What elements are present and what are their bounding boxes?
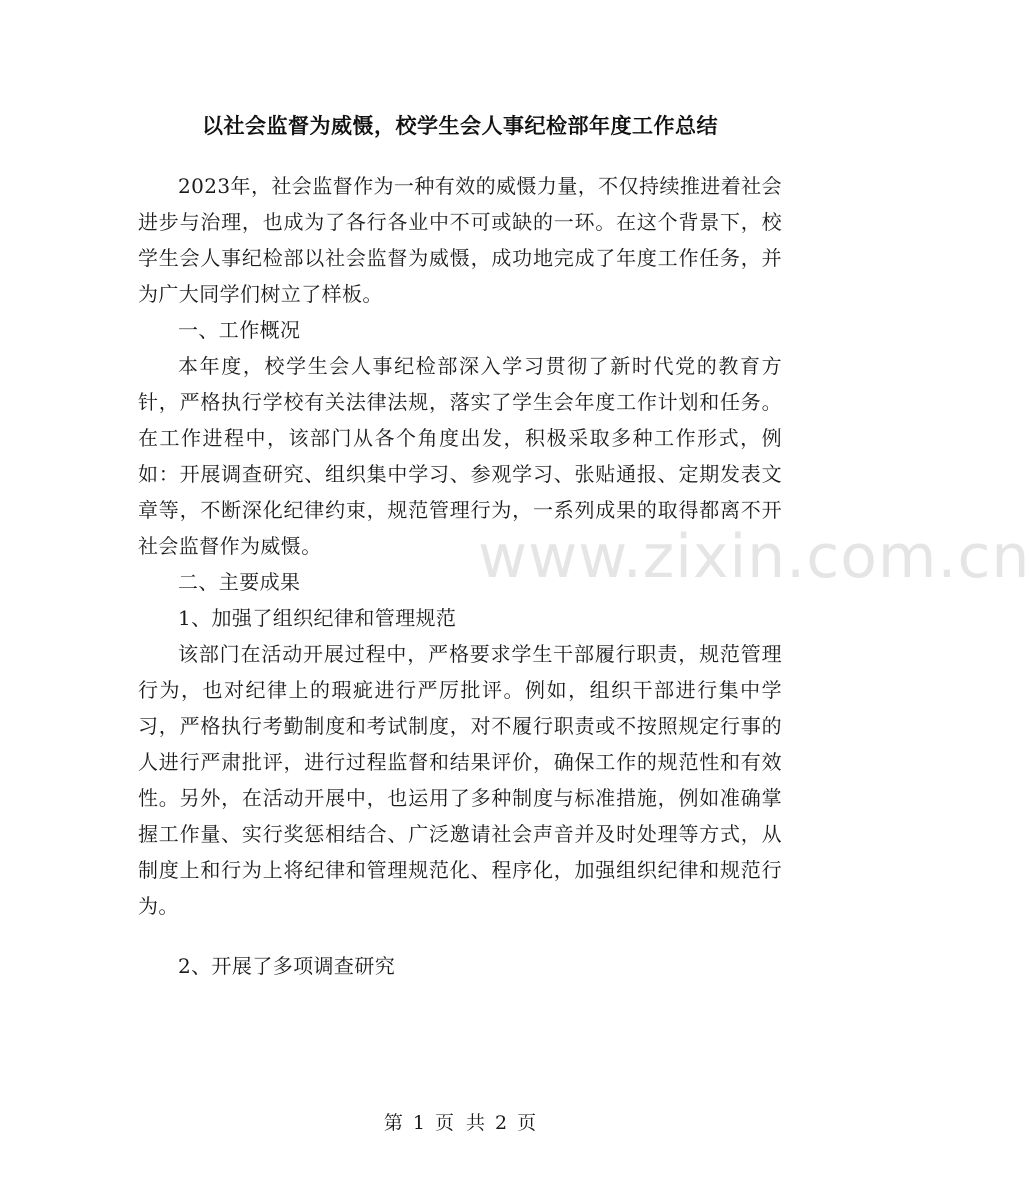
document-title: 以社会监督为威慑，校学生会人事纪检部年度工作总结 <box>202 114 718 138</box>
footer-current-page: 1 <box>412 1112 425 1134</box>
footer-mid: 页 共 <box>434 1112 486 1134</box>
subheading-research: 2、开展了多项调查研究 <box>178 954 396 978</box>
paragraph-intro: 2023年，社会监督作为一种有效的威慑力量，不仅持续推进着社会进步与治理，也成为了各行各业中不可或缺的一环。在这个背景下，校学生会人事纪检部以社会监督为威慑，成功地完成了年度工作任务，并为广大同学们树立了样板。 <box>138 174 782 306</box>
footer-total-pages: 2 <box>495 1112 508 1134</box>
document-body <box>138 168 782 984</box>
footer-suffix: 页 <box>517 1112 537 1134</box>
section-heading-achievements: 二、主要成果 <box>178 570 301 594</box>
subheading-discipline: 1、加强了组织纪律和管理规范 <box>178 606 457 630</box>
section-heading-overview: 一、工作概况 <box>178 318 301 342</box>
paragraph-overview: 本年度，校学生会人事纪检部深入学习贯彻了新时代党的教育方针，严格执行学校有关法律法规，落实了学生会年度工作计划和任务。在工作进程中，该部门从各个角度出发，积极采取多种工作形式，例如：开展调查研究、组织集中学习、参观学习、张贴通报、定期发表文章等，不断深化纪律约束，规范管理行为，一系列成果的取得都离不开社会监督作为威慑。 <box>138 354 782 558</box>
watermark: www.zixin.com.cn <box>478 522 1030 592</box>
footer-prefix: 第 <box>383 1112 403 1134</box>
page-footer <box>0 1108 920 1138</box>
paragraph-discipline: 该部门在活动开展过程中，严格要求学生干部履行职责，规范管理行为，也对纪律上的瑕疵进行严厉批评。例如，组织干部进行集中学习，严格执行考勤制度和考试制度，对不履行职责或不按照规定行事的人进行严肃批评，进行过程监督和结果评价，确保工作的规范性和有效性。另外，在活动开展中，也运用了多种制度与标准措施，例如准确掌握工作量、实行奖惩相结合、广泛邀请社会声音并及时处理等方式，从制度上和行为上将纪律和管理规范化、程序化，加强组织纪律和规范行为。 <box>138 642 782 918</box>
